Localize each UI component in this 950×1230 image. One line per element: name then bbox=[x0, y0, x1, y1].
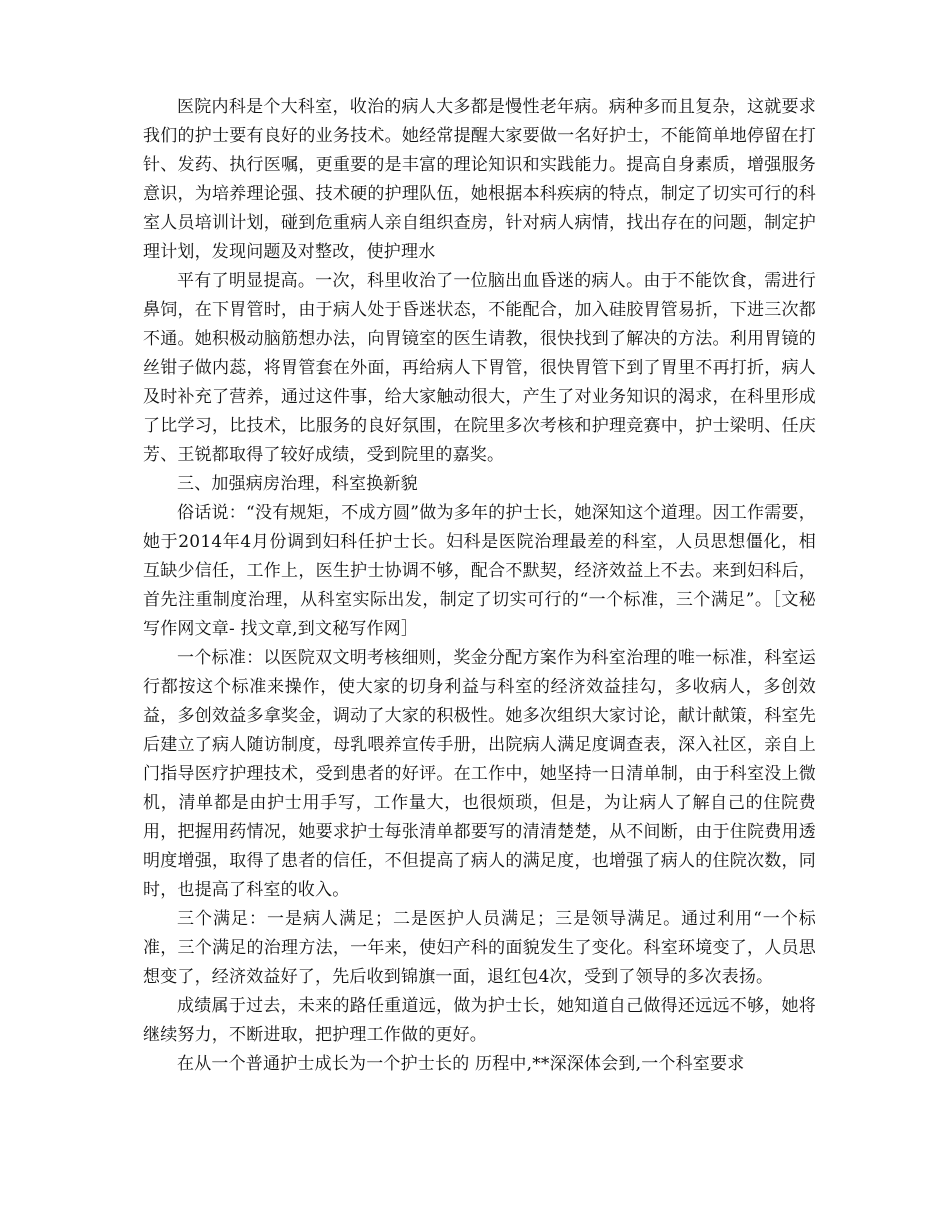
document-body bbox=[143, 93, 816, 1079]
paragraph-one-standard: 一个标准：以医院双文明考核细则，奖金分配方案作为科室治理的唯一标准，科室运行都按这个标准来操作，使大家的切身利益与科室的经济效益挂勾，多收病人，多创效益，多创效益多拿奖金，调动了大家的积极性。她多次组织大家讨论，献计献策，科室先后建立了病人随访制度，母乳喂养宣传手册，出院病人满足度调查表，深入社区，亲自上门指导医疗护理技术，受到患者的好评。在工作中，她坚持一日清单制，由于科室没上微机，清单都是由护士用手写，工作量大，也很烦琐，但是，为让病人了解自己的住院费用，把握用药情况，她要求护士每张清单都要写的清清楚楚，从不间断，由于住院费用透明度增强，取得了患者的信任，不但提高了病人的满足度，也增强了病人的住院次数，同时，也提高了科室的收入。 bbox=[143, 648, 816, 900]
section-heading: 三、加强病房治理，科室换新貌 bbox=[177, 474, 418, 494]
paragraph-internal-medicine: 医院内科是个大科室，收治的病人大多都是慢性老年病。病种多而且复杂，这就要求我们的护士要有良好的业务技术。她经常提醒大家要做一名好护士，不能简单地停留在打针、发药、执行医嘱，更重要的是丰富的理论知识和实践能力。提高自身素质，增强服务意识，为培养理论强、技术硬的护理队伍，她根据本科疾病的特点，制定了切实可行的科室人员培训计划，碰到危重病人亲自组织查房，针对病人病情，找出存在的问题，制定护理计划，发现问题及对整改，使护理水 bbox=[143, 97, 816, 262]
paragraph-gynecology-transfer: 俗话说：“没有规矩，不成方圆”做为多年的护士长，她深知这个道理。因工作需要，她于2014年4月份调到妇科任护士长。妇科是医院治理最差的科室，人员思想僵化，相互缺少信任，工作上，医生护士协调不够，配合不默契，经济效益上不去。来到妇科后，首先注重制度治理，从科室实际出发，制定了切实可行的“一个标准，三个满足”。［文秘写作网文章- 找文章,到文秘写作网］ bbox=[143, 503, 816, 639]
paragraph-nasal-feeding-case: 平有了明显提高。一次，科里收治了一位脑出血昏迷的病人。由于不能饮食，需进行鼻饲，在下胃管时，由于病人处于昏迷状态，不能配合，加入硅胶胃管易折，下进三次都不通。她积极动脑筋想办法，向胃镜室的医生请教，很快找到了解决的方法。利用胃镜的丝钳子做内蕊，将胃管套在外面，再给病人下胃管，很快胃管下到了胃里不再打折，病人及时补充了营养，通过这件事，给大家触动很大，产生了对业务知识的渴求，在科里形成了比学习，比技术，比服务的良好氛围，在院里多次考核和护理竞赛中，护士梁明、任庆芳、王锐都取得了较好成绩，受到院里的嘉奖。 bbox=[143, 271, 816, 465]
paragraph-future: 成绩属于过去，未来的路任重道远，做为护士长，她知道自己做得还远远不够，她将继续努力，不断进取，把护理工作做的更好。 bbox=[143, 996, 816, 1045]
paragraph-three-satisfactions: 三个满足：一是病人满足；二是医护人员满足；三是领导满足。通过利用“一个标准，三个满足的治理方法，一年来，使妇产科的面貌发生了变化。科室环境变了，人员思想变了，经济效益好了，先后收到锦旗一面，退红包4次，受到了领导的多次表扬。 bbox=[143, 909, 816, 987]
paragraph-closing: 在从一个普通护士成长为一个护士长的 历程中,**深深体会到,一个科室要求 bbox=[177, 1054, 745, 1074]
